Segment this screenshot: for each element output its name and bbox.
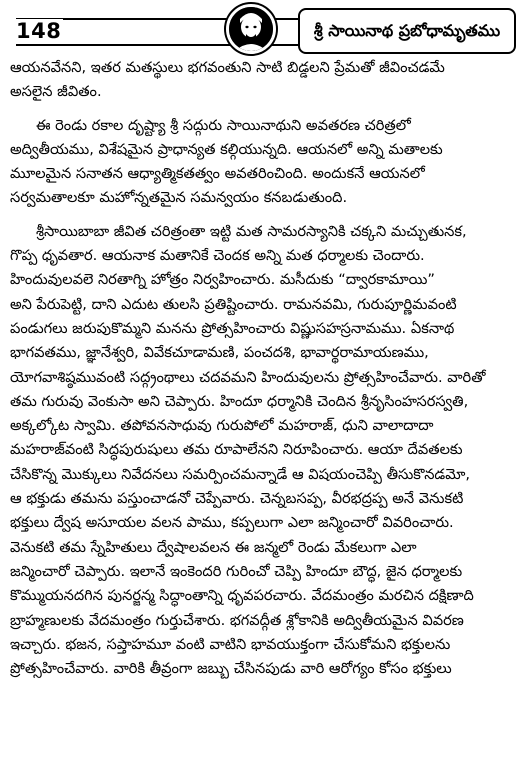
text-line: జన్మించారో చెప్పారు. ఇలానే ఇంకెందరి గురించో చెప్పి హిందూ బౌద్ధ, జైన ధర్మాలకు — [10, 562, 463, 580]
page-number: 148 — [16, 19, 62, 43]
text-line: యోగవాశిష్ఠమువంటి సద్గ్రంథాలు చదవమని హిందువులను ప్రోత్సహించేవారు. వారితో — [10, 368, 486, 386]
text-line: ఆయనవేనని, ఇతర మతస్థులు భగవంతుని సాటి బిడ్డలని ప్రేమతో జీవించడమే — [10, 59, 445, 76]
book-title: శ్రీ సాయినాథ ప్రబోధామృతము — [298, 8, 516, 54]
text-line: చేసికొన్న మొక్కులు నివేదనలు సమర్పించమన్నాడే ఆ విషయంచెప్పి తీసుకొనడమో, — [10, 465, 470, 483]
page-header — [0, 0, 520, 58]
text-line: ఆ భక్తుడు తమను పస్తుంచాడనో చెప్పేవారు. చెన్నబసప్ప, వీరభద్రప్ప అనే వెనుకటి — [10, 490, 464, 508]
page-body — [10, 56, 510, 681]
text-line: సర్వమతాలకూ మహోన్నతమైన సమన్వయం కనబడుతుంది. — [10, 189, 348, 207]
text-line: తమ గురువు వెంకుసా అని చెప్పారు. హిందూ ధర్మానికి చెందిన శ్రీనృసింహసరస్వతి, — [10, 392, 469, 410]
text-line: కొమ్ముయనదగిన పునర్జన్మ సిద్ధాంతాన్ని ధృవపరచారు. వేదమంత్రం మరచిన దక్షిణాది — [10, 587, 474, 605]
text-line: ఈ రెండు రకాల దృష్ట్యా శ్రీ సద్గురు సాయినాథుని అవతరణ చరిత్రలో — [36, 116, 411, 134]
text-line: మహరాజ్‌వంటి సిద్ధపురుషులు తమ రూపాలేనని నిరూపించారు. ఆయా దేవతలకు — [10, 441, 463, 459]
text-line: మూలమైన సనాతన ఆధ్యాత్మికతత్వం అవతరించింది. అందుకనే ఆయనలో — [10, 165, 425, 183]
saint-portrait-icon — [226, 4, 276, 54]
text-line: అద్వితీయము, విశేషమైన ప్రాధాన్యత కల్గియున్నది. ఆయనలో అన్ని మతాలకు — [10, 140, 443, 158]
text-line: బ్రాహ్మణులకు వేదమంత్రం గుర్తుచేశారు. భగవద్గీత శ్లోకానికి అద్వితీయమైన వివరణ — [10, 611, 464, 629]
text-line: అక్కల్కోట స్వామి. తపోవనసాధువు గురుపోలో మహరాజ్, ధుని వాలాదాదా — [10, 417, 434, 435]
text-line: శ్రీసాయిబాబా జీవిత చరిత్రంతా ఇట్టి మత సామరస్యానికి చక్కని మచ్చుతునక, — [36, 222, 467, 240]
text-line: భక్తులు ద్వేష అసూయల వలన పాము, కప్పలుగా ఎలా జన్మించారో వివరించారు. — [10, 514, 454, 532]
text-line: పండుగలు జరుపుకొమ్మని మనను ప్రోత్సహించారు విష్ణుసహస్రనామము. ఏకనాథ — [10, 319, 455, 337]
text-line: భాగవతము, జ్ఞానేశ్వరి, వివేకచూడామణి, పంచదశి, భావార్థరామాయణము, — [10, 344, 429, 362]
text-line: అసలైన జీవితం. — [10, 83, 102, 101]
text-line: ఇచ్చారు. భజన, సప్తాహమూ వంటి వాటిని భావయుక్తంగా చేసుకోమని భక్తులను — [10, 635, 451, 653]
text-line: ప్రోత్సహించేవారు. వారికి తీవ్రంగా జబ్బు చేసినపుడు వారి ఆరోగ్యం కోసం భక్తులు — [10, 660, 452, 678]
text-line: హిందువులవలె నిరతాగ్ని హోత్రం నిర్వహించారు. మసీదుకు “ద్వారకామాయి” — [10, 271, 435, 289]
text-line: గొప్ప ధృవతార. ఆయనాక మతానికే చెందక అన్ని మత ధర్మాలకు చెందారు. — [10, 247, 425, 265]
text-line: వెనుకటి తమ స్నేహితులు ద్వేషాలవలన ఈ జన్మలో రెండు మేకలుగా ఎలా — [10, 538, 417, 556]
text-line: అని పేరుపెట్టి, దాని ఎదుట తులసి ప్రతిష్టించారు. రామనవమి, గురుపూర్ణిమవంటి — [10, 295, 457, 313]
